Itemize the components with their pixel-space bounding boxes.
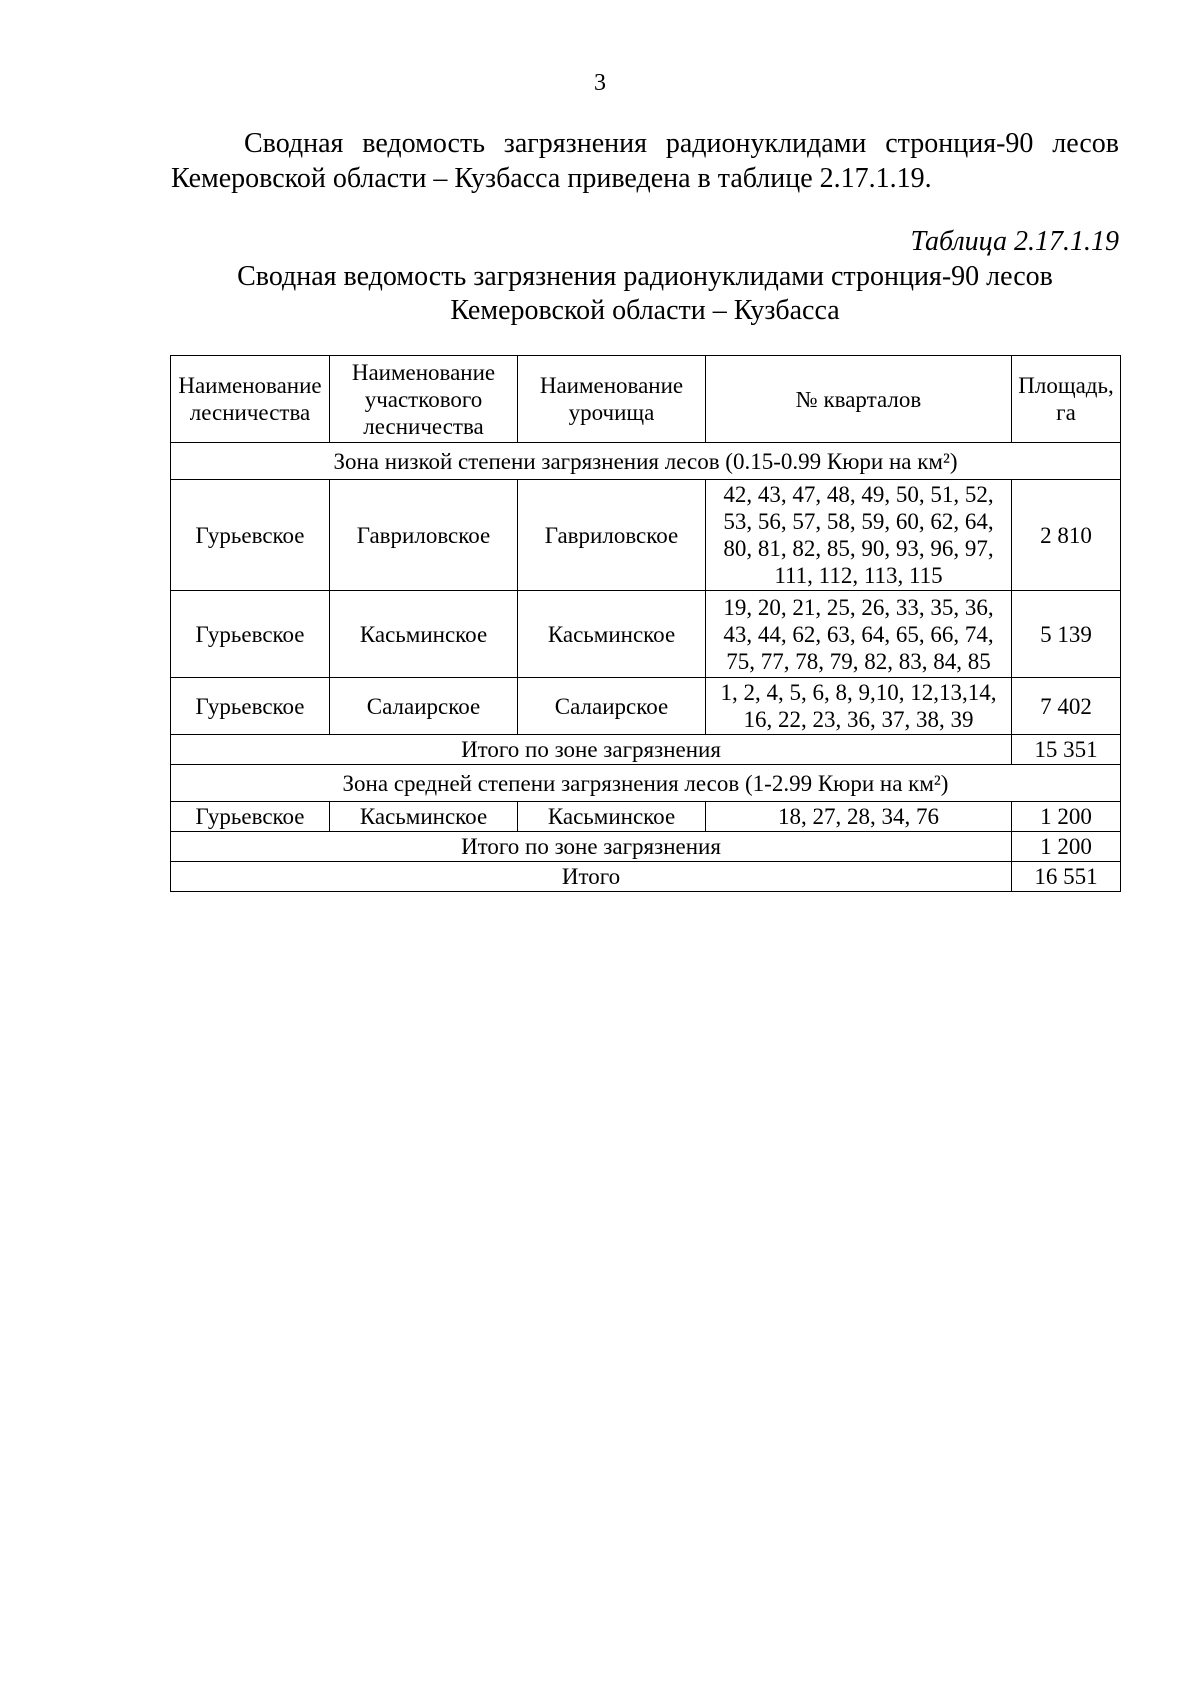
cell-tract: Салаирское bbox=[518, 678, 706, 735]
grand-total-row bbox=[171, 862, 1121, 892]
grand-total-label: Итого bbox=[171, 862, 1012, 892]
cell-quarters: 19, 20, 21, 25, 26, 33, 35, 36, 43, 44, 62, 63, 64, 65, 66, 74, 75, 77, 78, 79, 82, 83, 84, 85 bbox=[706, 591, 1012, 678]
table-caption-line-1: Сводная ведомость загрязнения радионуклидами стронция-90 лесов bbox=[237, 261, 1053, 292]
table-label: Таблица 2.17.1.19 bbox=[910, 226, 1119, 257]
table-row bbox=[171, 678, 1121, 735]
cell-forestry: Гурьевское bbox=[171, 802, 330, 832]
cell-area: 2 810 bbox=[1012, 480, 1121, 591]
zone-total-label: Итого по зоне загрязнения bbox=[171, 735, 1012, 765]
grand-total-value: 16 551 bbox=[1012, 862, 1121, 892]
cell-district: Касьминское bbox=[330, 802, 518, 832]
zone-total-value: 1 200 bbox=[1012, 832, 1121, 862]
zone-title-medium: Зона средней степени загрязнения лесов (1-2.99 Кюри на км²) bbox=[171, 765, 1121, 802]
cell-tract: Касьминское bbox=[518, 591, 706, 678]
zone-total-label: Итого по зоне загрязнения bbox=[171, 832, 1012, 862]
zone-row-medium bbox=[171, 765, 1121, 802]
zone-total-row-low bbox=[171, 735, 1121, 765]
table-row bbox=[171, 480, 1121, 591]
cell-forestry: Гурьевское bbox=[171, 678, 330, 735]
page-number: 3 bbox=[594, 70, 606, 96]
cell-district: Гавриловское bbox=[330, 480, 518, 591]
cell-forestry: Гурьевское bbox=[171, 480, 330, 591]
cell-area: 5 139 bbox=[1012, 591, 1121, 678]
zone-title-low: Зона низкой степени загрязнения лесов (0.15-0.99 Кюри на км²) bbox=[171, 443, 1121, 480]
contamination-summary-table bbox=[170, 355, 1121, 892]
zone-total-row-medium bbox=[171, 832, 1121, 862]
cell-area: 7 402 bbox=[1012, 678, 1121, 735]
cell-district: Салаирское bbox=[330, 678, 518, 735]
cell-quarters: 1, 2, 4, 5, 6, 8, 9,10, 12,13,14, 16, 22, 23, 36, 37, 38, 39 bbox=[706, 678, 1012, 735]
table-caption bbox=[171, 260, 1119, 328]
cell-quarters: 18, 27, 28, 34, 76 bbox=[706, 802, 1012, 832]
header-quarters: № кварталов bbox=[706, 356, 1012, 443]
zone-row-low bbox=[171, 443, 1121, 480]
table-row bbox=[171, 591, 1121, 678]
header-tract: Наименование урочища bbox=[518, 356, 706, 443]
intro-paragraph: Сводная ведомость загрязнения радионуклидами стронция-90 лесов Кемеровской области – Кузбасса приведена в таблице 2.17.1.19. bbox=[171, 128, 1119, 194]
zone-total-value: 15 351 bbox=[1012, 735, 1121, 765]
header-district-forestry: Наименование участкового лесничества bbox=[330, 356, 518, 443]
cell-tract: Гавриловское bbox=[518, 480, 706, 591]
table-caption-line-2: Кемеровской области – Кузбасса bbox=[450, 295, 840, 326]
table-row bbox=[171, 802, 1121, 832]
cell-forestry: Гурьевское bbox=[171, 591, 330, 678]
cell-quarters: 42, 43, 47, 48, 49, 50, 51, 52, 53, 56, 57, 58, 59, 60, 62, 64, 80, 81, 82, 85, 90, 93, 96, 97, 111, 112, 113, 115 bbox=[706, 480, 1012, 591]
cell-district: Касьминское bbox=[330, 591, 518, 678]
cell-area: 1 200 bbox=[1012, 802, 1121, 832]
table-header-row bbox=[171, 356, 1121, 443]
header-area: Площадь, га bbox=[1012, 356, 1121, 443]
cell-tract: Касьминское bbox=[518, 802, 706, 832]
header-forestry: Наименование лесничества bbox=[171, 356, 330, 443]
